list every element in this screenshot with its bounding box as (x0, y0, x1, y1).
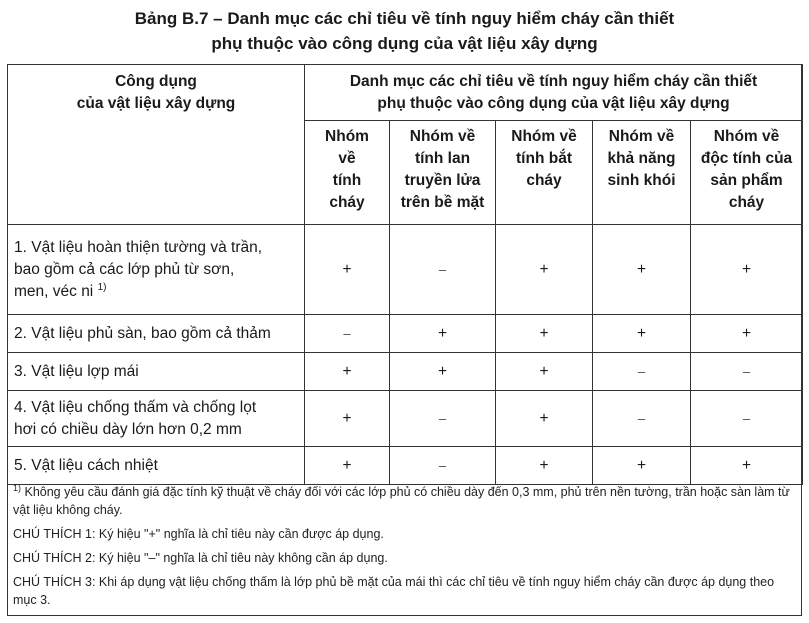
mark-minus: – (305, 315, 390, 353)
row-label (8, 391, 305, 447)
header-group-line: Nhóm về (713, 128, 780, 145)
mark-minus: – (593, 391, 691, 447)
mark-plus: + (593, 225, 691, 315)
header-usage-line-1: Công dụng (115, 73, 197, 90)
row-label (8, 225, 305, 315)
row-label-text: 1. Vật liệu hoàn thiện tường và trần, (14, 238, 263, 256)
table-row (8, 225, 803, 315)
mark-minus: – (691, 391, 803, 447)
note-1: CHÚ THÍCH 1: Ký hiệu "+" nghĩa là chỉ tiêu này cần được áp dụng. (13, 527, 384, 541)
header-group-line: về (338, 150, 356, 167)
header-usage (8, 65, 305, 225)
row-label (8, 447, 305, 485)
mark-plus: + (691, 447, 803, 485)
mark-minus: – (390, 391, 496, 447)
mark-plus: + (496, 353, 593, 391)
header-group-line: tính (332, 172, 362, 189)
table-row (8, 391, 803, 447)
table-row (8, 353, 803, 391)
row-label-text: bao gồm cả các lớp phủ từ sơn, (14, 260, 235, 278)
header-group-line: Nhóm về (608, 128, 675, 145)
header-list-line-1: Danh mục các chỉ tiêu về tính nguy hiểm cháy cần thiết (349, 73, 758, 90)
header-group-2 (390, 121, 496, 225)
row-label-line (14, 259, 296, 281)
mark-plus: + (496, 225, 593, 315)
note-2: CHÚ THÍCH 2: Ký hiệu "–" nghĩa là chỉ tiêu này không cần áp dụng. (13, 551, 388, 565)
header-group-line: sinh khói (607, 172, 676, 189)
table-row (8, 447, 803, 485)
mark-minus: – (691, 353, 803, 391)
header-group-line: độc tính của (700, 150, 793, 167)
row-label-line (14, 419, 296, 441)
header-group-5 (691, 121, 803, 225)
footnote-text: Không yêu cầu đánh giá đặc tính kỹ thuật về cháy đối với các lớp phủ có chiều dày đến 0,3 mm, phủ trên nền tường, trần hoặc sàn làm từ vật liệu không cháy. (13, 485, 790, 517)
header-group-line: tính bắt (516, 150, 572, 167)
row-label-text: 2. Vật liệu phủ sàn, bao gồm cả thảm (14, 324, 271, 342)
mark-plus: + (593, 447, 691, 485)
mark-plus: + (305, 391, 390, 447)
title-line-1: Bảng B.7 – Danh mục các chỉ tiêu về tính nguy hiểm cháy cần thiết (134, 9, 675, 28)
mark-plus: + (496, 315, 593, 353)
mark-plus: + (305, 447, 390, 485)
header-group-line: Nhóm (325, 128, 369, 145)
row-label-line (14, 361, 296, 383)
header-group-line: tính lan (414, 150, 471, 167)
row-label-text: 4. Vật liệu chống thấm và chống lọt (14, 398, 257, 416)
header-group-1 (305, 121, 390, 225)
mark-plus: + (305, 353, 390, 391)
row-label (8, 315, 305, 353)
row-label-line (14, 237, 296, 259)
note-3: CHÚ THÍCH 3: Khi áp dụng vật liệu chống thấm là lớp phủ bề mặt của mái thì các chỉ tiêu về tính nguy hiểm cháy cần được áp dụng theo mục 3. (13, 575, 775, 607)
header-group-line: Nhóm về (511, 128, 577, 145)
row-label-text: 5. Vật liệu cách nhiệt (14, 456, 158, 474)
mark-plus: + (593, 315, 691, 353)
header-criteria-list (305, 65, 803, 121)
header-group-4 (593, 121, 691, 225)
header-group-line: truyền lửa (404, 172, 481, 189)
row-label-text: hơi có chiều dày lớn hơn 0,2 mm (14, 420, 242, 438)
mark-plus: + (691, 315, 803, 353)
header-group-line: cháy (728, 194, 765, 211)
row-label-line (14, 397, 296, 419)
table-row (8, 315, 803, 353)
header-row-1 (8, 65, 803, 121)
header-list-line-2: phụ thuộc vào công dụng của vật liệu xây dựng (377, 95, 730, 112)
header-usage-line-2: của vật liệu xây dựng (76, 95, 236, 112)
header-group-line: Nhóm về (409, 128, 476, 145)
mark-minus: – (593, 353, 691, 391)
row-label-text: men, véc ni (14, 282, 94, 300)
mark-plus: + (305, 225, 390, 315)
header-group-line: sản phẩm (710, 172, 783, 189)
row-label-line (14, 323, 296, 345)
header-group-3 (496, 121, 593, 225)
title-line-2: phụ thuộc vào công dụng của vật liệu xây dựng (211, 34, 598, 53)
header-group-line: trên bề mặt (400, 194, 485, 211)
mark-plus: + (390, 353, 496, 391)
row-label-text: 3. Vật liệu lợp mái (14, 362, 139, 380)
row-footnote-marker: 1) (97, 281, 107, 293)
row-label-line (14, 455, 296, 477)
header-group-line: khả năng (607, 150, 676, 167)
row-label (8, 353, 305, 391)
row-label-line (14, 281, 296, 303)
footnote-1 (13, 483, 795, 519)
footnote-marker: 1) (13, 482, 22, 493)
mark-plus: + (496, 447, 593, 485)
header-group-line: cháy (329, 194, 365, 211)
mark-minus: – (390, 225, 496, 315)
mark-plus: + (691, 225, 803, 315)
table-title (0, 6, 809, 56)
mark-minus: – (390, 447, 496, 485)
mark-plus: + (390, 315, 496, 353)
notes-section (13, 483, 795, 615)
criteria-table (7, 64, 803, 485)
header-group-line: cháy (526, 172, 562, 189)
mark-plus: + (496, 391, 593, 447)
